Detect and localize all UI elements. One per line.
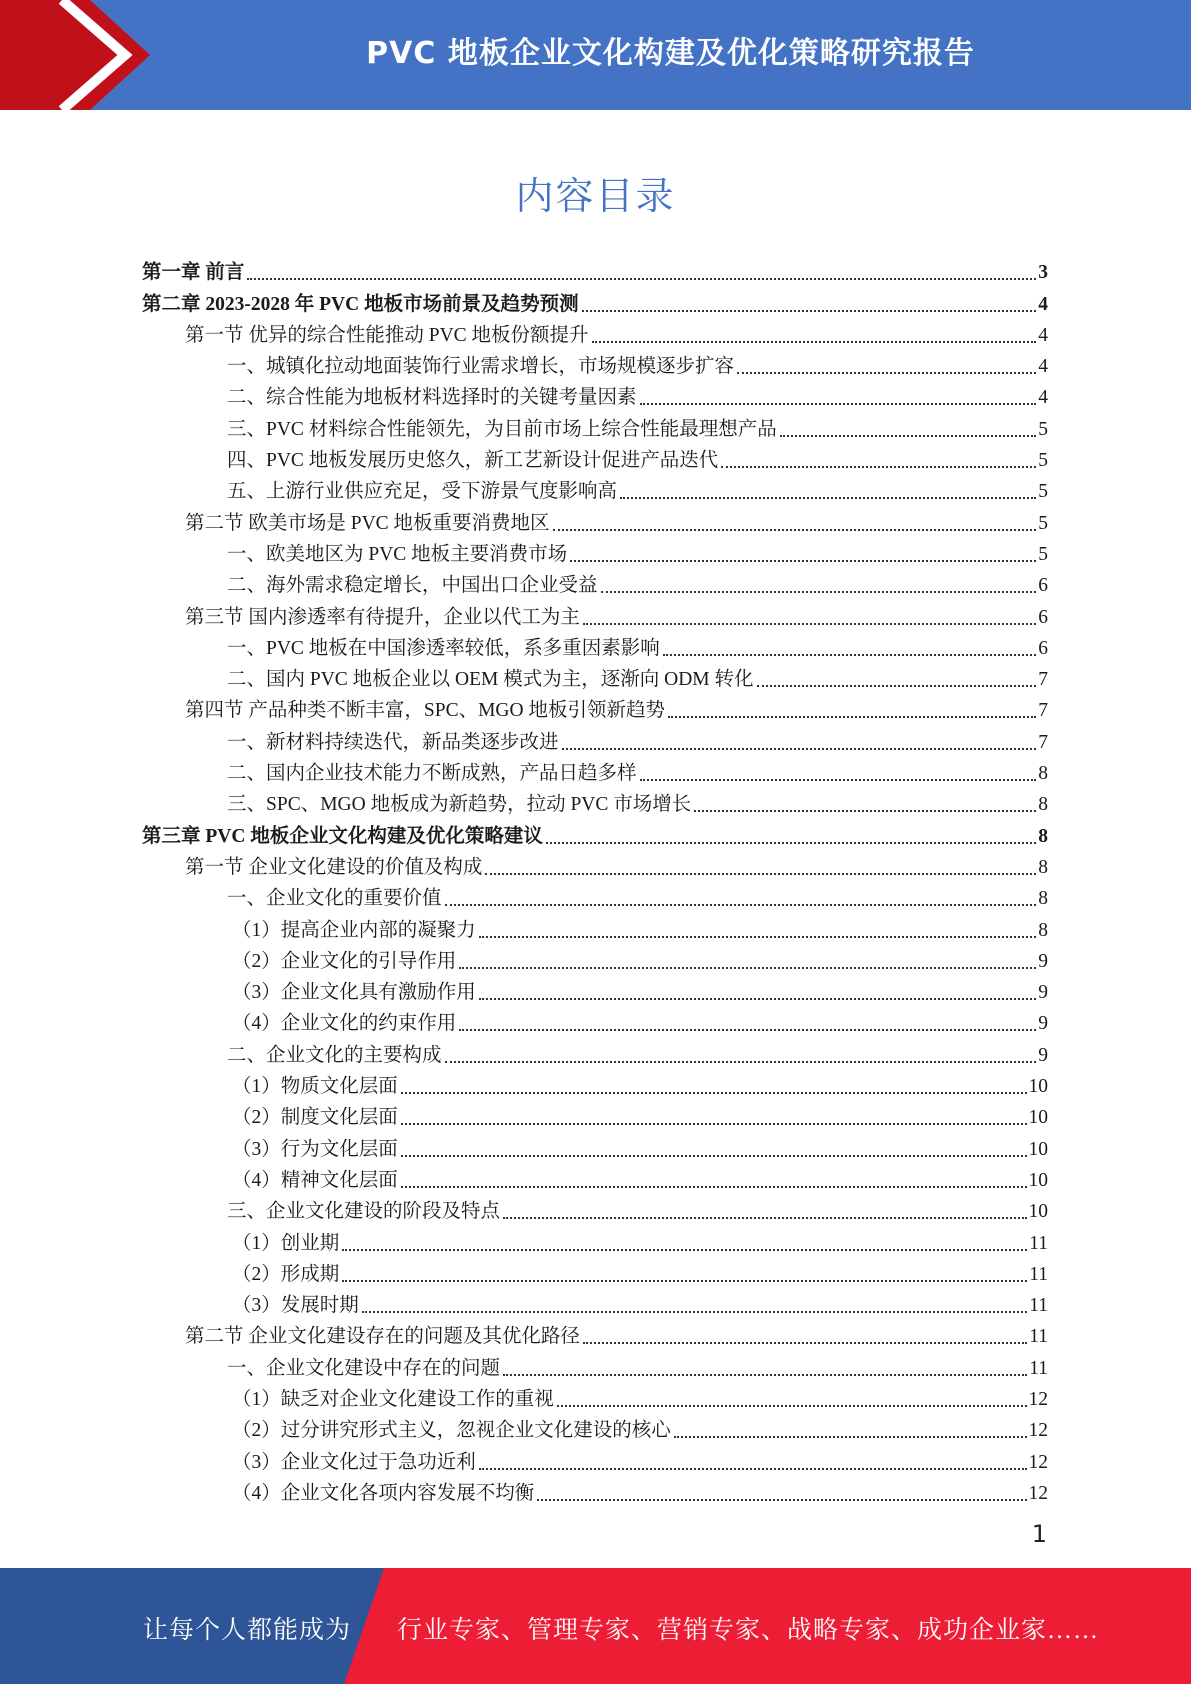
- toc-entry[interactable]: [142, 723, 1048, 754]
- toc-entry-label: 第三节 国内渗透率有待提升，企业以代工为主: [185, 606, 580, 628]
- toc-entry-label: （4）企业文化各项内容发展不均衡: [232, 1482, 535, 1504]
- toc-entry-page: 11: [1029, 1357, 1048, 1379]
- toc-dot-leader: [583, 623, 1036, 625]
- toc-entry[interactable]: [142, 1224, 1048, 1255]
- toc-entry[interactable]: [142, 567, 1048, 598]
- header-banner: [0, 0, 1191, 110]
- footer-banner: [0, 1568, 1191, 1684]
- toc-dot-leader: [479, 936, 1036, 938]
- toc-dot-leader: [562, 748, 1037, 750]
- toc-entry[interactable]: [142, 1349, 1048, 1380]
- toc-entry[interactable]: [142, 1256, 1048, 1287]
- toc-dot-leader: [459, 1029, 1036, 1031]
- toc-entry-label: 第二节 欧美市场是 PVC 地板重要消费地区: [185, 512, 550, 534]
- toc-dot-leader: [503, 1374, 1027, 1376]
- toc-entry[interactable]: [142, 285, 1048, 316]
- toc-entry[interactable]: [142, 1318, 1048, 1349]
- toc-entry-label: 一、新材料持续迭代，新品类逐步改进: [227, 731, 559, 753]
- toc-entry-label: 第二章 2023-2028 年 PVC 地板市场前景及趋势预测: [142, 293, 579, 315]
- toc-entry[interactable]: [142, 849, 1048, 880]
- toc-entry[interactable]: [142, 1443, 1048, 1474]
- toc-entry-page: 8: [1038, 888, 1048, 910]
- toc-dot-leader: [479, 998, 1036, 1000]
- toc-entry-page: 8: [1038, 794, 1048, 816]
- toc-entry[interactable]: [142, 1068, 1048, 1099]
- toc-entry[interactable]: [142, 786, 1048, 817]
- toc-entry-label: （1）物质文化层面: [232, 1076, 398, 1098]
- table-of-contents: [142, 254, 1048, 1506]
- toc-entry-page: 4: [1038, 293, 1048, 315]
- toc-entry-page: 10: [1028, 1169, 1048, 1191]
- toc-dot-leader: [362, 1311, 1027, 1313]
- report-title: PVC 地板企业文化构建及优化策略研究报告: [366, 36, 975, 71]
- toc-entry-label: （3）行为文化层面: [232, 1138, 398, 1160]
- toc-entry[interactable]: [142, 410, 1048, 441]
- toc-entry[interactable]: [142, 442, 1048, 473]
- toc-entry-page: 9: [1038, 950, 1048, 972]
- footer-slogan-left: 让每个人都能成为: [143, 1617, 352, 1644]
- toc-entry-page: 12: [1028, 1420, 1048, 1442]
- toc-entry-label: （3）企业文化过于急功近利: [232, 1451, 476, 1473]
- toc-entry[interactable]: [142, 755, 1048, 786]
- toc-entry-page: 6: [1038, 637, 1048, 659]
- toc-entry[interactable]: [142, 1005, 1048, 1036]
- toc-entry[interactable]: [142, 692, 1048, 723]
- toc-entry[interactable]: [142, 1162, 1048, 1193]
- toc-entry[interactable]: [142, 880, 1048, 911]
- toc-entry[interactable]: [142, 1193, 1048, 1224]
- toc-entry[interactable]: [142, 974, 1048, 1005]
- toc-entry-label: （4）精神文化层面: [232, 1169, 398, 1191]
- toc-entry[interactable]: [142, 1381, 1048, 1412]
- toc-entry-label: （4）企业文化的约束作用: [232, 1013, 457, 1035]
- toc-entry-page: 7: [1038, 669, 1048, 691]
- toc-dot-leader: [445, 1061, 1037, 1063]
- toc-dot-leader: [570, 560, 1036, 562]
- toc-entry-label: 一、欧美地区为 PVC 地板主要消费市场: [227, 543, 568, 565]
- toc-entry[interactable]: [142, 1475, 1048, 1506]
- toc-dot-leader: [694, 810, 1036, 812]
- toc-entry-page: 11: [1029, 1263, 1048, 1285]
- toc-dot-leader: [640, 779, 1037, 781]
- toc-entry-label: 五、上游行业供应充足，受下游景气度影响高: [227, 481, 618, 503]
- toc-entry[interactable]: [142, 254, 1048, 285]
- toc-entry-page: 10: [1028, 1076, 1048, 1098]
- toc-dot-leader: [780, 435, 1036, 437]
- toc-dot-leader: [401, 1155, 1027, 1157]
- toc-entry-page: 8: [1038, 763, 1048, 785]
- page-number: 1: [1031, 1520, 1047, 1548]
- toc-dot-leader: [485, 873, 1036, 875]
- toc-entry-label: 第三章 PVC 地板企业文化构建及优化策略建议: [142, 825, 543, 847]
- toc-entry-label: 四、PVC 地板发展历史悠久，新工艺新设计促进产品迭代: [227, 450, 719, 472]
- toc-dot-leader: [401, 1092, 1027, 1094]
- toc-dot-leader: [674, 1436, 1027, 1438]
- toc-entry-label: 一、城镇化拉动地面装饰行业需求增长，市场规模逐步扩容: [227, 356, 735, 378]
- toc-entry-label: （2）过分讲究形式主义，忽视企业文化建设的核心: [232, 1420, 671, 1442]
- toc-entry-page: 10: [1028, 1107, 1048, 1129]
- toc-dot-leader: [342, 1249, 1027, 1251]
- toc-dot-leader: [557, 1405, 1027, 1407]
- toc-dot-leader: [668, 716, 1036, 718]
- toc-entry-label: 第四节 产品种类不断丰富，SPC、MGO 地板引领新趋势: [185, 700, 665, 722]
- toc-entry[interactable]: [142, 1036, 1048, 1067]
- toc-entry[interactable]: [142, 473, 1048, 504]
- toc-dot-leader: [537, 1499, 1026, 1501]
- toc-entry-label: 二、国内 PVC 地板企业以 OEM 模式为主，逐渐向 ODM 转化: [227, 669, 754, 691]
- toc-entry-label: 三、企业文化建设的阶段及特点: [227, 1201, 501, 1223]
- toc-entry-label: （3）企业文化具有激励作用: [232, 982, 476, 1004]
- toc-entry-label: （1）提高企业内部的凝聚力: [232, 919, 476, 941]
- toc-entry[interactable]: [142, 348, 1048, 379]
- toc-entry-page: 10: [1028, 1138, 1048, 1160]
- toc-entry-label: 第一章 前言: [142, 262, 245, 284]
- toc-entry-page: 5: [1038, 543, 1048, 565]
- toc-dot-leader: [247, 278, 1036, 280]
- toc-dot-leader: [342, 1280, 1027, 1282]
- toc-entry[interactable]: [142, 1412, 1048, 1443]
- toc-entry-page: 11: [1029, 1295, 1048, 1317]
- toc-dot-leader: [583, 1342, 1027, 1344]
- toc-dot-leader: [401, 1123, 1027, 1125]
- toc-entry-page: 8: [1038, 919, 1048, 941]
- toc-entry[interactable]: [142, 911, 1048, 942]
- toc-entry-label: （2）形成期: [232, 1263, 340, 1285]
- toc-entry[interactable]: [142, 630, 1048, 661]
- toc-entry-page: 5: [1038, 450, 1048, 472]
- toc-dot-leader: [445, 904, 1037, 906]
- toc-entry-page: 12: [1028, 1482, 1048, 1504]
- toc-dot-leader: [601, 591, 1037, 593]
- toc-entry-page: 4: [1038, 324, 1048, 346]
- toc-entry-page: 4: [1038, 387, 1048, 409]
- toc-entry-label: 一、企业文化的重要价值: [227, 888, 442, 910]
- toc-dot-leader: [503, 1217, 1026, 1219]
- toc-dot-leader: [459, 967, 1036, 969]
- toc-dot-leader: [582, 310, 1037, 312]
- toc-entry-page: 11: [1029, 1326, 1048, 1348]
- toc-entry[interactable]: [142, 536, 1048, 567]
- toc-entry[interactable]: [142, 379, 1048, 410]
- toc-entry-label: （2）制度文化层面: [232, 1107, 398, 1129]
- toc-entry-page: 9: [1038, 1013, 1048, 1035]
- toc-entry-page: 8: [1038, 856, 1048, 878]
- toc-entry-page: 12: [1028, 1451, 1048, 1473]
- toc-entry-label: （1）创业期: [232, 1232, 340, 1254]
- toc-dot-leader: [401, 1186, 1027, 1188]
- toc-entry-page: 10: [1028, 1201, 1048, 1223]
- toc-dot-leader: [553, 529, 1037, 531]
- toc-dot-leader: [620, 497, 1036, 499]
- toc-entry-label: 第一节 优异的综合性能推动 PVC 地板份额提升: [185, 324, 589, 346]
- toc-entry-page: 6: [1038, 575, 1048, 597]
- toc-entry-page: 3: [1038, 262, 1048, 284]
- toc-entry[interactable]: [142, 504, 1048, 535]
- toc-entry-label: （1）缺乏对企业文化建设工作的重视: [232, 1388, 554, 1410]
- toc-dot-leader: [737, 372, 1036, 374]
- toc-entry-page: 5: [1038, 418, 1048, 440]
- toc-entry[interactable]: [142, 943, 1048, 974]
- toc-dot-leader: [479, 1468, 1027, 1470]
- toc-dot-leader: [592, 341, 1037, 343]
- toc-entry-page: 8: [1038, 825, 1048, 847]
- toc-dot-leader: [721, 466, 1036, 468]
- toc-entry-label: 二、综合性能为地板材料选择时的关键考量因素: [227, 387, 637, 409]
- toc-entry-page: 12: [1028, 1388, 1048, 1410]
- toc-entry-page: 9: [1038, 1044, 1048, 1066]
- toc-heading: 内容目录: [515, 174, 676, 218]
- toc-dot-leader: [663, 654, 1036, 656]
- toc-entry-label: 第一节 企业文化建设的价值及构成: [185, 856, 483, 878]
- toc-entry-page: 4: [1038, 356, 1048, 378]
- toc-dot-leader: [546, 842, 1036, 844]
- toc-entry-label: 一、企业文化建设中存在的问题: [227, 1357, 501, 1379]
- toc-entry-label: （3）发展时期: [232, 1295, 359, 1317]
- toc-dot-leader: [640, 403, 1037, 405]
- toc-entry[interactable]: [142, 817, 1048, 848]
- toc-entry-label: 一、PVC 地板在中国渗透率较低，系多重因素影响: [227, 637, 660, 659]
- toc-entry[interactable]: [142, 1287, 1048, 1318]
- toc-entry-page: 9: [1038, 982, 1048, 1004]
- toc-entry-label: 二、企业文化的主要构成: [227, 1044, 442, 1066]
- toc-entry-label: 三、SPC、MGO 地板成为新趋势，拉动 PVC 市场增长: [227, 794, 692, 816]
- toc-entry-label: 二、海外需求稳定增长，中国出口企业受益: [227, 575, 598, 597]
- footer-slogan-right: 行业专家、管理专家、营销专家、战略专家、成功企业家……: [397, 1617, 1100, 1644]
- toc-entry-page: 7: [1038, 700, 1048, 722]
- toc-dot-leader: [757, 685, 1037, 687]
- toc-entry-label: 第二节 企业文化建设存在的问题及其优化路径: [185, 1326, 580, 1348]
- toc-entry[interactable]: [142, 598, 1048, 629]
- toc-entry-label: 二、国内企业技术能力不断成熟，产品日趋多样: [227, 763, 637, 785]
- toc-entry-page: 5: [1038, 481, 1048, 503]
- toc-entry[interactable]: [142, 317, 1048, 348]
- toc-entry-label: 三、PVC 材料综合性能领先，为目前市场上综合性能最理想产品: [227, 418, 777, 440]
- toc-entry[interactable]: [142, 1099, 1048, 1130]
- toc-entry-page: 11: [1029, 1232, 1048, 1254]
- toc-entry-page: 5: [1038, 512, 1048, 534]
- toc-entry-label: （2）企业文化的引导作用: [232, 950, 457, 972]
- toc-entry[interactable]: [142, 661, 1048, 692]
- toc-entry-page: 7: [1038, 731, 1048, 753]
- toc-entry-page: 6: [1038, 606, 1048, 628]
- toc-entry[interactable]: [142, 1130, 1048, 1161]
